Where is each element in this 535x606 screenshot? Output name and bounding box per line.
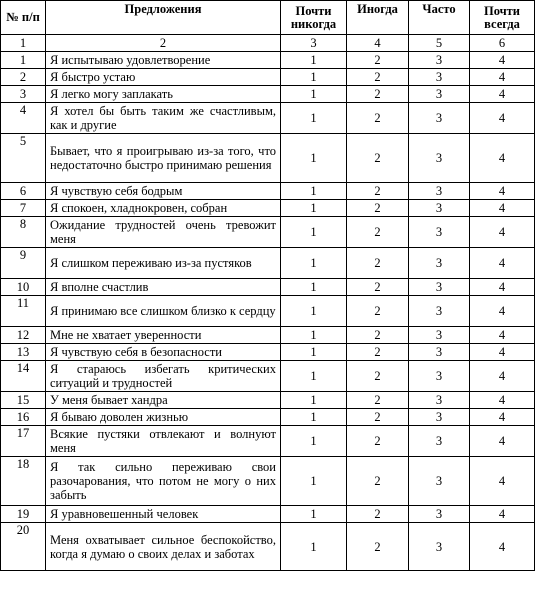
table-row — [1, 457, 535, 506]
table-row — [1, 217, 535, 248]
score-almost-never: 1 — [281, 392, 347, 409]
row-number: 15 — [1, 392, 46, 409]
table-row — [1, 279, 535, 296]
score-sometimes: 2 — [347, 200, 409, 217]
score-sometimes: 2 — [347, 134, 409, 183]
score-almost-never: 1 — [281, 506, 347, 523]
sentence-text: Я быстро устаю — [46, 69, 281, 86]
score-sometimes: 2 — [347, 279, 409, 296]
score-sometimes: 2 — [347, 217, 409, 248]
score-sometimes: 2 — [347, 506, 409, 523]
sentence-text: Я чувствую себя в безопасности — [46, 344, 281, 361]
sentence-text: Я хотел бы быть таким же счастливым, как и другие — [46, 103, 281, 134]
sentence-text: Я чувствую себя бодрым — [46, 183, 281, 200]
score-almost-never: 1 — [281, 426, 347, 457]
row-number: 3 — [1, 86, 46, 103]
table-row — [1, 392, 535, 409]
row-number: 18 — [1, 457, 46, 506]
score-almost-never: 1 — [281, 86, 347, 103]
score-almost-never: 1 — [281, 52, 347, 69]
score-sometimes: 2 — [347, 296, 409, 327]
score-sometimes: 2 — [347, 409, 409, 426]
table-row — [1, 344, 535, 361]
row-number: 12 — [1, 327, 46, 344]
sentence-text: Я слишком переживаю из-за пустяков — [46, 248, 281, 279]
score-almost-always: 4 — [470, 86, 535, 103]
score-often: 3 — [409, 69, 470, 86]
table-row — [1, 506, 535, 523]
score-often: 3 — [409, 200, 470, 217]
score-almost-always: 4 — [470, 248, 535, 279]
score-almost-always: 4 — [470, 69, 535, 86]
sentence-text: Меня охватывает сильное беспокойство, когда я думаю о своих делах и заботах — [46, 523, 281, 571]
score-almost-always: 4 — [470, 523, 535, 571]
score-almost-always: 4 — [470, 392, 535, 409]
row-number: 5 — [1, 134, 46, 183]
score-almost-always: 4 — [470, 279, 535, 296]
score-almost-never: 1 — [281, 409, 347, 426]
score-sometimes: 2 — [347, 103, 409, 134]
score-almost-always: 4 — [470, 457, 535, 506]
score-often: 3 — [409, 103, 470, 134]
sentence-text: У меня бывает хандра — [46, 392, 281, 409]
table-row — [1, 200, 535, 217]
sentence-text: Я бываю доволен жизнью — [46, 409, 281, 426]
score-sometimes: 2 — [347, 183, 409, 200]
table-row — [1, 86, 535, 103]
table-row — [1, 183, 535, 200]
score-almost-never: 1 — [281, 296, 347, 327]
score-sometimes: 2 — [347, 86, 409, 103]
score-often: 3 — [409, 217, 470, 248]
score-almost-never: 1 — [281, 103, 347, 134]
score-almost-always: 4 — [470, 361, 535, 392]
score-sometimes: 2 — [347, 69, 409, 86]
sentence-text: Я легко могу заплакать — [46, 86, 281, 103]
index-cell: 4 — [347, 35, 409, 52]
score-almost-always: 4 — [470, 409, 535, 426]
header-sentences: Предложения — [46, 1, 281, 35]
sentence-text: Бывает, что я проигрываю из-за того, что недостаточно быстро принимаю решения — [46, 134, 281, 183]
row-number: 17 — [1, 426, 46, 457]
score-often: 3 — [409, 457, 470, 506]
score-almost-never: 1 — [281, 361, 347, 392]
score-often: 3 — [409, 52, 470, 69]
score-almost-always: 4 — [470, 200, 535, 217]
table-row — [1, 134, 535, 183]
header-number: № п/п — [1, 1, 46, 35]
row-number: 1 — [1, 52, 46, 69]
sentence-text: Ожидание трудностей очень тревожит меня — [46, 217, 281, 248]
index-cell: 3 — [281, 35, 347, 52]
score-often: 3 — [409, 344, 470, 361]
table-row — [1, 426, 535, 457]
table-row — [1, 361, 535, 392]
score-almost-never: 1 — [281, 183, 347, 200]
table-row — [1, 103, 535, 134]
score-often: 3 — [409, 134, 470, 183]
score-almost-never: 1 — [281, 248, 347, 279]
sentence-text: Я принимаю все слишком близко к сердцу — [46, 296, 281, 327]
score-almost-always: 4 — [470, 134, 535, 183]
sentence-text: Я спокоен, хладнокровен, собран — [46, 200, 281, 217]
score-sometimes: 2 — [347, 248, 409, 279]
table-row — [1, 52, 535, 69]
score-often: 3 — [409, 426, 470, 457]
score-almost-never: 1 — [281, 69, 347, 86]
sentence-text: Я уравновешенный человек — [46, 506, 281, 523]
header-row — [1, 1, 535, 35]
row-number: 20 — [1, 523, 46, 571]
row-number: 14 — [1, 361, 46, 392]
score-almost-always: 4 — [470, 217, 535, 248]
row-number: 7 — [1, 200, 46, 217]
score-sometimes: 2 — [347, 426, 409, 457]
header-almost-always: Почти всегда — [470, 1, 535, 35]
header-sometimes: Иногда — [347, 1, 409, 35]
row-number: 9 — [1, 248, 46, 279]
row-number: 16 — [1, 409, 46, 426]
sentence-text: Я стараюсь избегать критических ситуаций и трудностей — [46, 361, 281, 392]
score-almost-always: 4 — [470, 52, 535, 69]
column-index-row — [1, 35, 535, 52]
sentence-text: Всякие пустяки отвлекают и волнуют меня — [46, 426, 281, 457]
score-often: 3 — [409, 523, 470, 571]
score-often: 3 — [409, 409, 470, 426]
table-row — [1, 523, 535, 571]
score-sometimes: 2 — [347, 392, 409, 409]
header-almost-never: Почти никогда — [281, 1, 347, 35]
sentence-text: Я так сильно переживаю свои разочарования, что потом не могу о них забыть — [46, 457, 281, 506]
score-often: 3 — [409, 392, 470, 409]
score-almost-always: 4 — [470, 103, 535, 134]
score-almost-never: 1 — [281, 200, 347, 217]
score-almost-always: 4 — [470, 183, 535, 200]
score-almost-always: 4 — [470, 344, 535, 361]
score-often: 3 — [409, 279, 470, 296]
row-number: 11 — [1, 296, 46, 327]
table-row — [1, 409, 535, 426]
header-often: Часто — [409, 1, 470, 35]
sentence-text: Я испытываю удовлетворение — [46, 52, 281, 69]
row-number: 19 — [1, 506, 46, 523]
score-sometimes: 2 — [347, 523, 409, 571]
index-cell: 6 — [470, 35, 535, 52]
row-number: 4 — [1, 103, 46, 134]
row-number: 10 — [1, 279, 46, 296]
table-row — [1, 327, 535, 344]
score-almost-always: 4 — [470, 327, 535, 344]
row-number: 8 — [1, 217, 46, 248]
score-often: 3 — [409, 86, 470, 103]
row-number: 13 — [1, 344, 46, 361]
score-almost-never: 1 — [281, 523, 347, 571]
score-almost-never: 1 — [281, 217, 347, 248]
index-cell: 5 — [409, 35, 470, 52]
score-often: 3 — [409, 248, 470, 279]
score-often: 3 — [409, 327, 470, 344]
table-row — [1, 69, 535, 86]
score-almost-always: 4 — [470, 296, 535, 327]
score-sometimes: 2 — [347, 327, 409, 344]
score-almost-never: 1 — [281, 327, 347, 344]
index-cell: 2 — [46, 35, 281, 52]
score-almost-always: 4 — [470, 426, 535, 457]
table-row — [1, 248, 535, 279]
score-often: 3 — [409, 506, 470, 523]
row-number: 6 — [1, 183, 46, 200]
score-almost-never: 1 — [281, 279, 347, 296]
score-almost-never: 1 — [281, 134, 347, 183]
index-cell: 1 — [1, 35, 46, 52]
score-sometimes: 2 — [347, 344, 409, 361]
score-almost-never: 1 — [281, 344, 347, 361]
score-often: 3 — [409, 361, 470, 392]
score-sometimes: 2 — [347, 457, 409, 506]
score-almost-always: 4 — [470, 506, 535, 523]
score-sometimes: 2 — [347, 361, 409, 392]
score-often: 3 — [409, 183, 470, 200]
row-number: 2 — [1, 69, 46, 86]
table-row — [1, 296, 535, 327]
score-sometimes: 2 — [347, 52, 409, 69]
score-almost-never: 1 — [281, 457, 347, 506]
score-often: 3 — [409, 296, 470, 327]
sentence-text: Я вполне счастлив — [46, 279, 281, 296]
sentence-text: Мне не хватает уверенности — [46, 327, 281, 344]
